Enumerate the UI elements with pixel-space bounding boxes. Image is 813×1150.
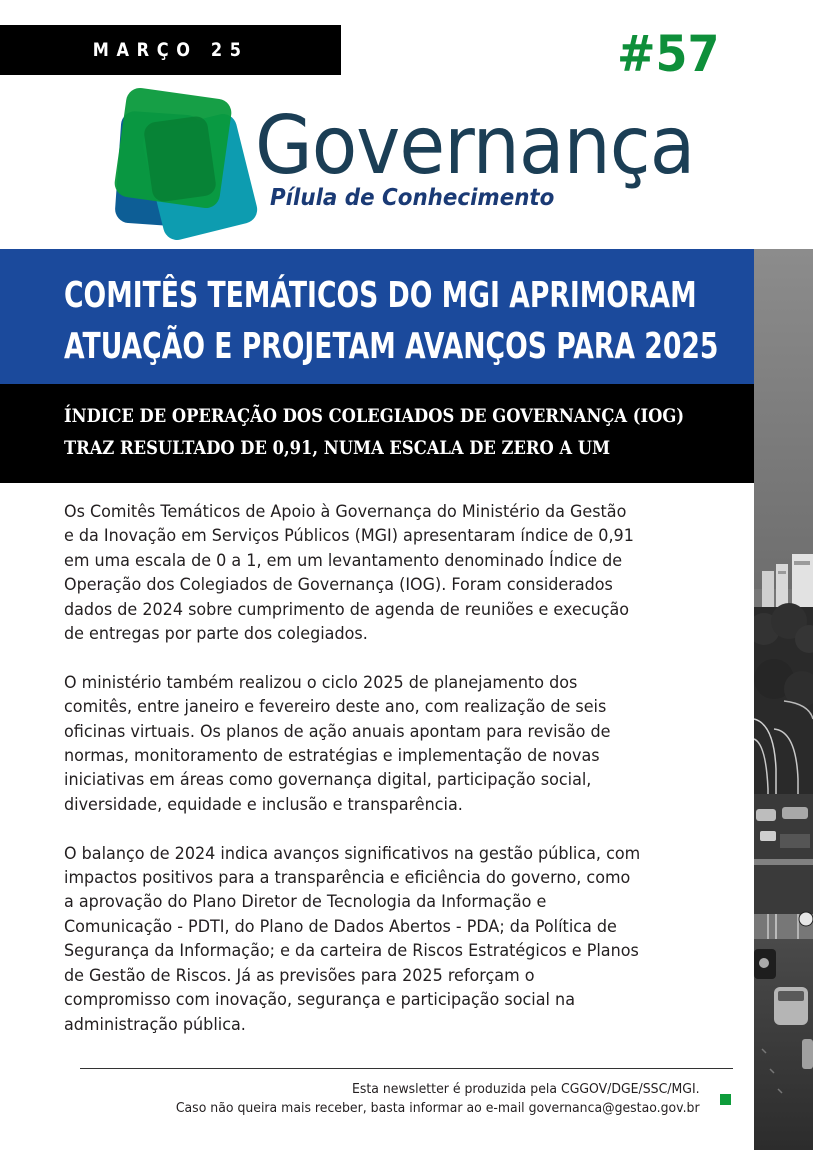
text-line: diversidade, equidade e inclusão e transparência. [64, 794, 463, 814]
decorative-photo [754, 249, 813, 1150]
text-line: compromisso com inovação, segurança e participação social na [64, 990, 575, 1010]
governanca-logo-icon [100, 85, 270, 240]
brand-subtitle: Pílula de Conhecimento [270, 185, 555, 211]
text-line: de Gestão de Riscos. Já as previsões para 2025 reforçam o [64, 965, 535, 985]
headline-line: COMITÊS TEMÁTICOS DO MGI APRIMORAM [64, 275, 697, 316]
text-line: Os Comitês Temáticos de Apoio à Governança do Ministério da Gestão [64, 502, 627, 521]
issue-date: MARÇO 25 [92, 39, 249, 61]
text-line: administração pública. [64, 1014, 246, 1034]
text-line: impactos positivos para a transparência e eficiência do governo, como [64, 868, 631, 888]
text-line: em uma escala de 0 a 1, em um levantamento denominado Índice de [64, 550, 623, 570]
footer-producer: Esta newsletter é produzida pela CGGOV/DGE/SSC/MGI. [352, 1082, 700, 1097]
footer-note [154, 1080, 700, 1118]
date-bar [0, 25, 341, 75]
text-line: a aprovação do Plano Diretor de Tecnologia da Informação e [64, 892, 547, 912]
text-line: oficinas virtuais. Os planos de ação anuais apontam para revisão de [64, 721, 611, 741]
headline-line: ATUAÇÃO E PROJETAM AVANÇOS PARA 2025 [64, 326, 719, 367]
paragraph-2 [64, 671, 717, 817]
subheadline-line: ÍNDICE DE OPERAÇÃO DOS COLEGIADOS DE GOVERNANÇA (IOG) [64, 405, 685, 427]
paragraph-1 [64, 500, 717, 646]
issue-number: #57 [617, 25, 720, 83]
text-line: Comunicação - PDTI, do Plano de Dados Abertos - PDA; da Política de [64, 916, 617, 936]
text-line: O ministério também realizou o ciclo 2025 de planejamento dos [64, 672, 578, 692]
text-line: O balanço de 2024 indica avanços significativos na gestão pública, com [64, 843, 641, 863]
text-line: Segurança da Informação; e da carteira de Riscos Estratégicos e Planos [64, 941, 639, 961]
text-line: Operação dos Colegiados de Governança (IOG). Foram considerados [64, 575, 613, 595]
text-line: normas, monitoramento de estratégias e implementação de novas [64, 746, 600, 766]
paragraph-3 [64, 842, 717, 1037]
footer-divider [80, 1068, 733, 1069]
article-headline [64, 270, 719, 372]
green-square-icon [720, 1094, 731, 1105]
brand-title: Governança [255, 99, 695, 192]
text-line: e da Inovação em Serviços Públicos (MGI) apresentaram índice de 0,91 [64, 526, 634, 546]
article-body [64, 500, 714, 1061]
text-line: dados de 2024 sobre cumprimento de agenda de reuniões e execução [64, 599, 630, 619]
text-line: de entregas por parte dos colegiados. [64, 624, 368, 644]
footer-unsubscribe: Caso não queira mais receber, basta informar ao e-mail governanca@gestao.gov.br [176, 1101, 700, 1116]
text-line: comitês, entre janeiro e fevereiro deste ano, com realização de seis [64, 697, 607, 717]
text-line: iniciativas em áreas como governança digital, participação social, [64, 770, 592, 790]
subheadline-line: TRAZ RESULTADO DE 0,91, NUMA ESCALA DE ZERO A UM [64, 437, 611, 459]
article-subheadline [64, 400, 684, 464]
